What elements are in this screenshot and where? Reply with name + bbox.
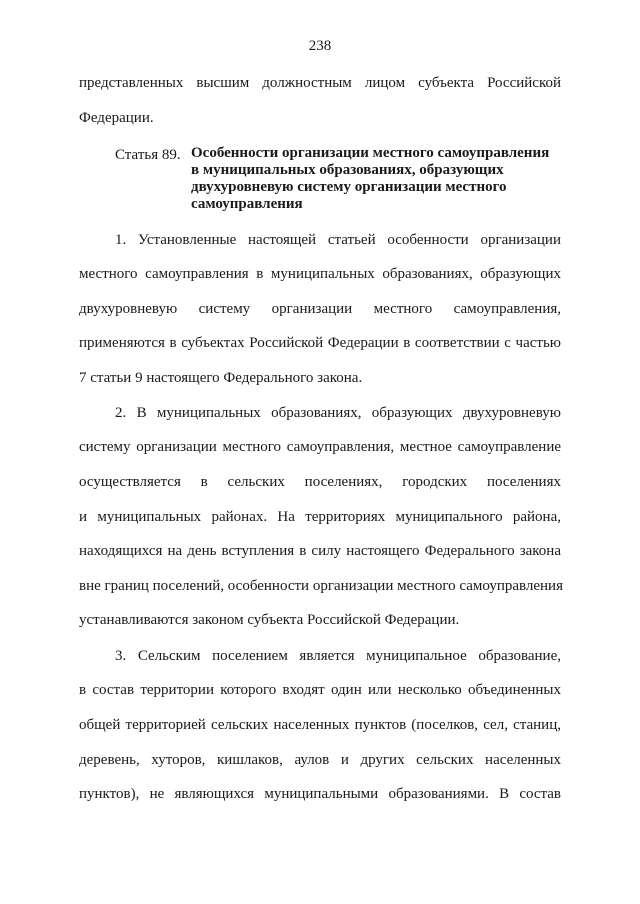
paragraph-line: пунктов), не являющихся муниципальными образованиями. В состав	[79, 786, 561, 802]
paragraph-line: вне границ поселений, особенности организации местного самоуправления	[79, 578, 563, 594]
article-title-line: Особенности организации местного самоуправления	[191, 145, 550, 161]
paragraph-line: общей территорией сельских населенных пунктов (поселков, сел, станиц,	[79, 717, 561, 733]
paragraph-line: двухуровневую систему организации местного самоуправления,	[79, 301, 561, 317]
text-line: Федерации.	[79, 110, 154, 126]
text-line: представленных высшим должностным лицом субъекта Российской	[79, 75, 561, 91]
paragraph-line: в состав территории которого входят один или несколько объединенных	[79, 682, 561, 698]
article-title	[191, 145, 571, 213]
paragraph-line: 1. Установленные настоящей статьей особенности организации	[115, 232, 561, 248]
paragraph-line: 7 статьи 9 настоящего Федерального закона.	[79, 370, 363, 386]
paragraph-line: осуществляется в сельских поселениях, городских поселениях	[79, 474, 561, 490]
paragraph-line: применяются в субъектах Российской Федерации в соответствии с частью	[79, 335, 561, 351]
page-number: 238	[308, 38, 332, 54]
paragraph-line: устанавливаются законом субъекта Российской Федерации.	[79, 612, 460, 628]
paragraph-line: деревень, хуторов, кишлаков, аулов и других сельских населенных	[79, 752, 561, 768]
article-title-line: самоуправления	[191, 196, 303, 212]
paragraph-line: систему организации местного самоуправления, местное самоуправление	[79, 439, 561, 455]
paragraph-line: местного самоуправления в муниципальных образованиях, образующих	[79, 266, 561, 282]
paragraph-line: 3. Сельским поселением является муниципальное образование,	[115, 648, 561, 664]
paragraph-line: 2. В муниципальных образованиях, образующих двухуровневую	[115, 405, 561, 421]
paragraph-line: находящихся на день вступления в силу настоящего Федерального закона	[79, 543, 561, 559]
article-label: Статья 89.	[115, 147, 181, 163]
paragraph-line: и муниципальных районах. На территориях муниципального района,	[79, 509, 561, 525]
article-title-line: в муниципальных образованиях, образующих	[191, 162, 504, 178]
article-title-line: двухуровневую систему организации местного	[191, 179, 507, 195]
